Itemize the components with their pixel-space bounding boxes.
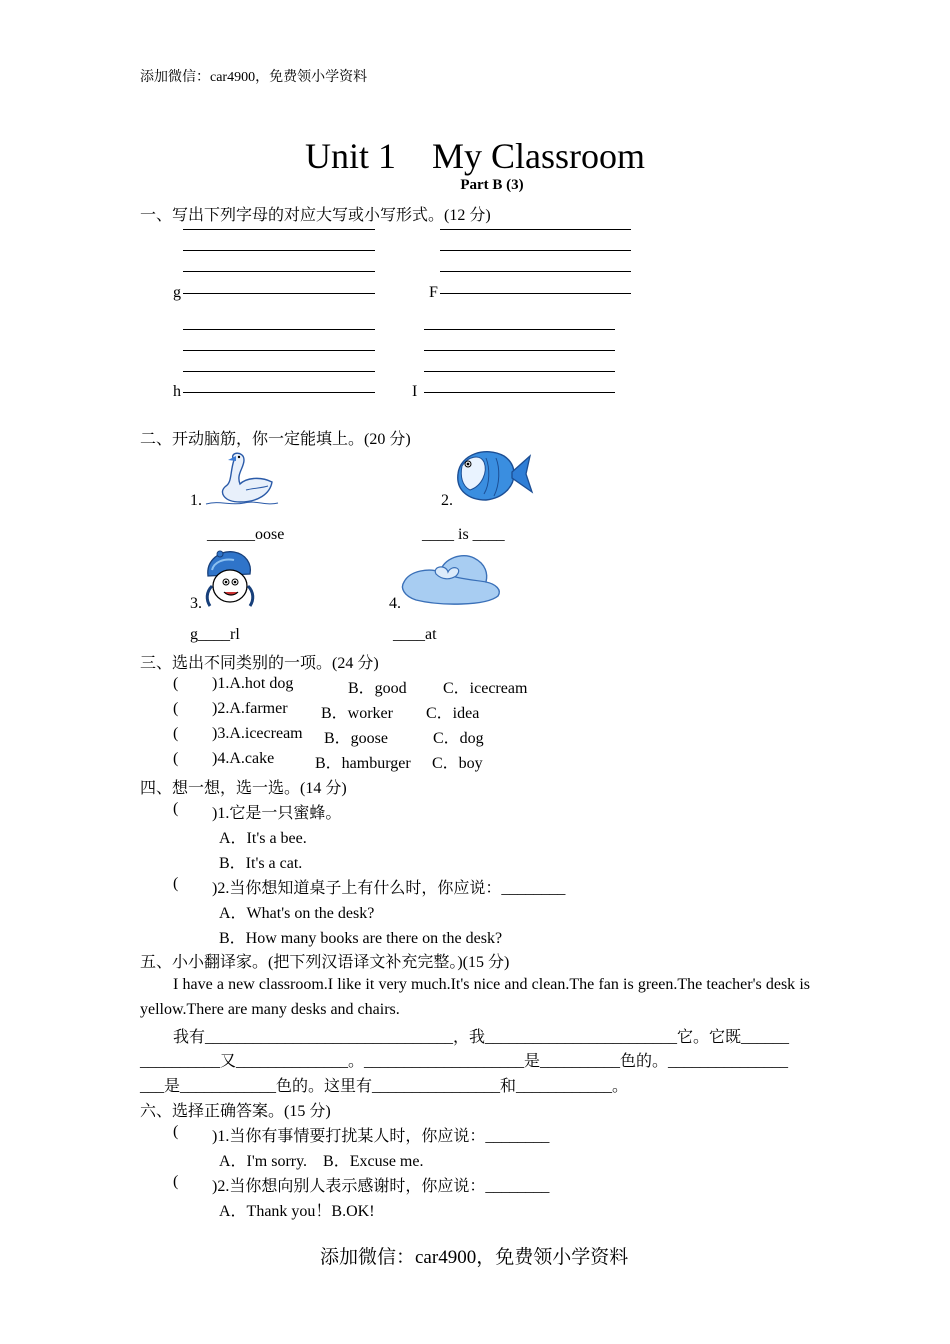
girl-icon xyxy=(200,548,258,610)
hat-icon xyxy=(400,548,504,608)
item-2-number: 2. xyxy=(441,492,453,509)
q3-4-option-a: )4.A.cake xyxy=(212,750,275,767)
q6-2-bracket: ( xyxy=(173,1173,179,1190)
q3-3-option-a: )3.A.icecream xyxy=(212,725,303,742)
q4-1-option-b: B．It's a cat. xyxy=(219,855,303,872)
goose-icon xyxy=(200,448,280,508)
q4-2-text: )2.当你想知道桌子上有什么时，你应说：________ xyxy=(212,880,566,897)
q4-2-bracket: ( xyxy=(173,875,179,892)
q3-3-bracket: ( xyxy=(173,725,179,742)
letter-g: g xyxy=(173,284,181,301)
item-3-number: 3. xyxy=(190,595,202,612)
english-passage: I have a new classroom.I like it very much.It's nice and clean.The fan is green.The teacher's desk is yellow.There are many desks and chairs. xyxy=(140,976,810,1018)
q4-1-option-a: A．It's a bee. xyxy=(219,830,307,847)
q3-4-option-b: B．hamburger xyxy=(315,755,411,772)
fish-icon xyxy=(452,446,534,504)
letter-I: I xyxy=(412,383,418,400)
section-2-heading: 二、开动脑筋，你一定能填上。(20 分) xyxy=(140,431,411,448)
q4-2-option-b: B．How many books are there on the desk? xyxy=(219,930,503,947)
q3-2-option-b: B．worker xyxy=(321,705,393,722)
q3-1-option-b: B．good xyxy=(348,680,407,697)
q4-1-bracket: ( xyxy=(173,800,179,817)
item-3-blank: g____rl xyxy=(190,626,240,643)
letter-F: F xyxy=(429,284,438,301)
section-5-heading: 五、小小翻译家。(把下列汉语译文补充完整。)(15 分) xyxy=(140,954,510,971)
section-1-heading: 一、写出下列字母的对应大写或小写形式。(12 分) xyxy=(140,207,491,224)
q3-2-bracket: ( xyxy=(173,700,179,717)
q3-2-option-a: )2.A.farmer xyxy=(212,700,288,717)
page-subtitle: Part B (3) xyxy=(460,177,524,193)
q6-1-bracket: ( xyxy=(173,1123,179,1140)
q6-1-text: )1.当你有事情要打扰某人时，你应说：________ xyxy=(212,1128,550,1145)
q3-3-option-b: B．goose xyxy=(324,730,389,747)
item-2-blank: ____ is ____ xyxy=(422,526,505,543)
q3-4-bracket: ( xyxy=(173,750,179,767)
header-note: 添加微信：car4900，免费领小学资料 xyxy=(140,70,368,85)
q6-2-options: A．Thank you！B.OK! xyxy=(219,1203,375,1220)
section-6-heading: 六、选择正确答案。(15 分) xyxy=(140,1103,331,1120)
item-4-number: 4. xyxy=(389,595,401,612)
item-1-number: 1. xyxy=(190,492,202,509)
q3-2-option-c: C．idea xyxy=(426,705,480,722)
chinese-translation-line-3: ___是____________色的。这里有________________和____________。 xyxy=(140,1078,629,1095)
q3-3-option-c: C．dog xyxy=(433,730,484,747)
q4-1-text: )1.它是一只蜜蜂。 xyxy=(212,805,342,822)
q3-4-option-c: C．boy xyxy=(432,755,483,772)
footer-note: 添加微信：car4900，免费领小学资料 xyxy=(320,1247,629,1268)
item-1-blank: ______oose xyxy=(207,526,285,543)
chinese-translation-line-1: 我有_______________________________，我________________________它。它既______ xyxy=(173,1029,790,1046)
chinese-translation-line-2: __________又______________。____________________是__________色的。_______________ xyxy=(140,1053,789,1070)
q3-1-option-c: C．icecream xyxy=(443,680,528,697)
section-3-heading: 三、选出不同类别的一项。(24 分) xyxy=(140,655,379,672)
item-4-blank: ____at xyxy=(393,626,437,643)
q3-1-bracket: ( xyxy=(173,675,179,692)
q6-1-options: A．I'm sorry. B．Excuse me. xyxy=(219,1153,424,1170)
q3-1-option-a: )1.A.hot dog xyxy=(212,675,294,692)
q6-2-text: )2.当你想向别人表示感谢时，你应说：________ xyxy=(212,1178,550,1195)
page-title: Unit 1 My Classroom xyxy=(304,136,645,176)
q4-2-option-a: A．What's on the desk? xyxy=(219,905,375,922)
letter-h: h xyxy=(173,383,181,400)
section-4-heading: 四、想一想，选一选。(14 分) xyxy=(140,780,347,797)
